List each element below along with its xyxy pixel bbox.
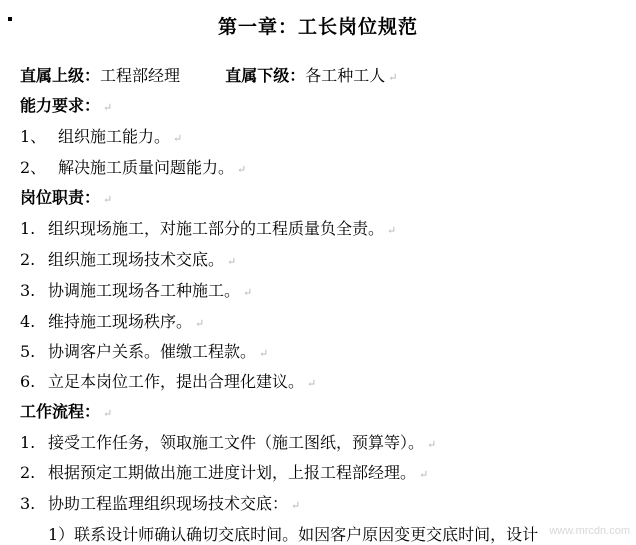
- item-text: 维持施工现场秩序。: [48, 312, 193, 331]
- item-number: 6.: [20, 372, 36, 391]
- ability-heading: [20, 96, 112, 118]
- item-text: 协调施工现场各工种施工。: [48, 281, 241, 300]
- item-text: 组织现场施工，对施工部分的工程质量负全责。: [48, 219, 385, 238]
- item-number: 5.: [20, 342, 36, 361]
- subordinate-label: 直属下级：: [225, 66, 306, 85]
- paragraph-mark: ↵: [243, 286, 253, 299]
- item-text: 组织施工现场技术交底。: [48, 250, 225, 269]
- ability-item: [20, 158, 246, 180]
- paragraph-mark: ↵: [103, 407, 113, 420]
- item-number: 1、: [20, 127, 47, 146]
- item-text: 组织施工能力。: [58, 127, 171, 146]
- watermark: www.mrcdn.com: [549, 525, 630, 537]
- item-text: 立足本岗位工作，提出合理化建议。: [48, 372, 305, 391]
- item-number: 1.: [20, 433, 36, 452]
- paragraph-mark: ↵: [237, 163, 247, 176]
- paragraph-mark: ↵: [227, 255, 237, 268]
- item-number: 3.: [20, 494, 36, 513]
- superior-label: 直属上级：: [20, 66, 101, 85]
- reporting-line: [20, 66, 397, 88]
- item-text: 协助工程监理组织现场技术交底：: [48, 494, 289, 513]
- item-number: 3.: [20, 281, 36, 300]
- paragraph-mark: ↵: [307, 377, 317, 390]
- paragraph-mark: ↵: [173, 132, 183, 145]
- workflow-sub-item: [48, 525, 538, 545]
- paragraph-mark: ↵: [103, 101, 113, 114]
- paragraph-mark: ↵: [387, 224, 397, 237]
- duty-item: [20, 281, 252, 303]
- workflow-item: [20, 433, 436, 455]
- document-title: [0, 12, 636, 39]
- duty-item: [20, 250, 236, 272]
- item-number: 4.: [20, 312, 36, 331]
- workflow-heading: [20, 402, 112, 424]
- item-number: 2.: [20, 463, 36, 482]
- duty-item: [20, 219, 396, 241]
- item-text: 根据预定工期做出施工进度计划，上报工程部经理。: [48, 463, 417, 482]
- item-text: 协调客户关系。催缴工程款。: [48, 342, 257, 361]
- duty-item: [20, 342, 268, 364]
- workflow-item: [20, 463, 428, 485]
- superior-value: 工程部经理: [100, 66, 181, 85]
- paragraph-mark: ↵: [388, 71, 398, 84]
- item-text: 接受工作任务，领取施工文件（施工图纸，预算等）。: [48, 433, 425, 452]
- duty-item: [20, 372, 316, 394]
- paragraph-mark: ↵: [419, 468, 429, 481]
- item-number: 2、: [20, 158, 47, 177]
- item-text: 解决施工质量问题能力。: [58, 158, 235, 177]
- paragraph-mark: ↵: [291, 499, 301, 512]
- paragraph-mark: ↵: [259, 347, 269, 360]
- item-number: 2.: [20, 250, 36, 269]
- title-text: 第一章：工长岗位规范: [217, 16, 418, 38]
- paragraph-mark: ↵: [427, 438, 437, 451]
- ability-item: [20, 127, 182, 149]
- ability-heading-text: 能力要求：: [20, 96, 101, 115]
- workflow-item: [20, 494, 300, 516]
- paragraph-mark: ↵: [195, 317, 205, 330]
- sub-item-text: 1）联系设计师确认确切交底时间。如因客户原因变更交底时间，设计: [48, 525, 539, 544]
- duties-heading-text: 岗位职责：: [20, 188, 101, 207]
- duty-item: [20, 312, 204, 334]
- item-number: 1.: [20, 219, 36, 238]
- subordinate-value: 各工种工人: [305, 66, 386, 85]
- workflow-heading-text: 工作流程：: [20, 402, 101, 421]
- duties-heading: [20, 188, 112, 210]
- paragraph-mark: ↵: [103, 193, 113, 206]
